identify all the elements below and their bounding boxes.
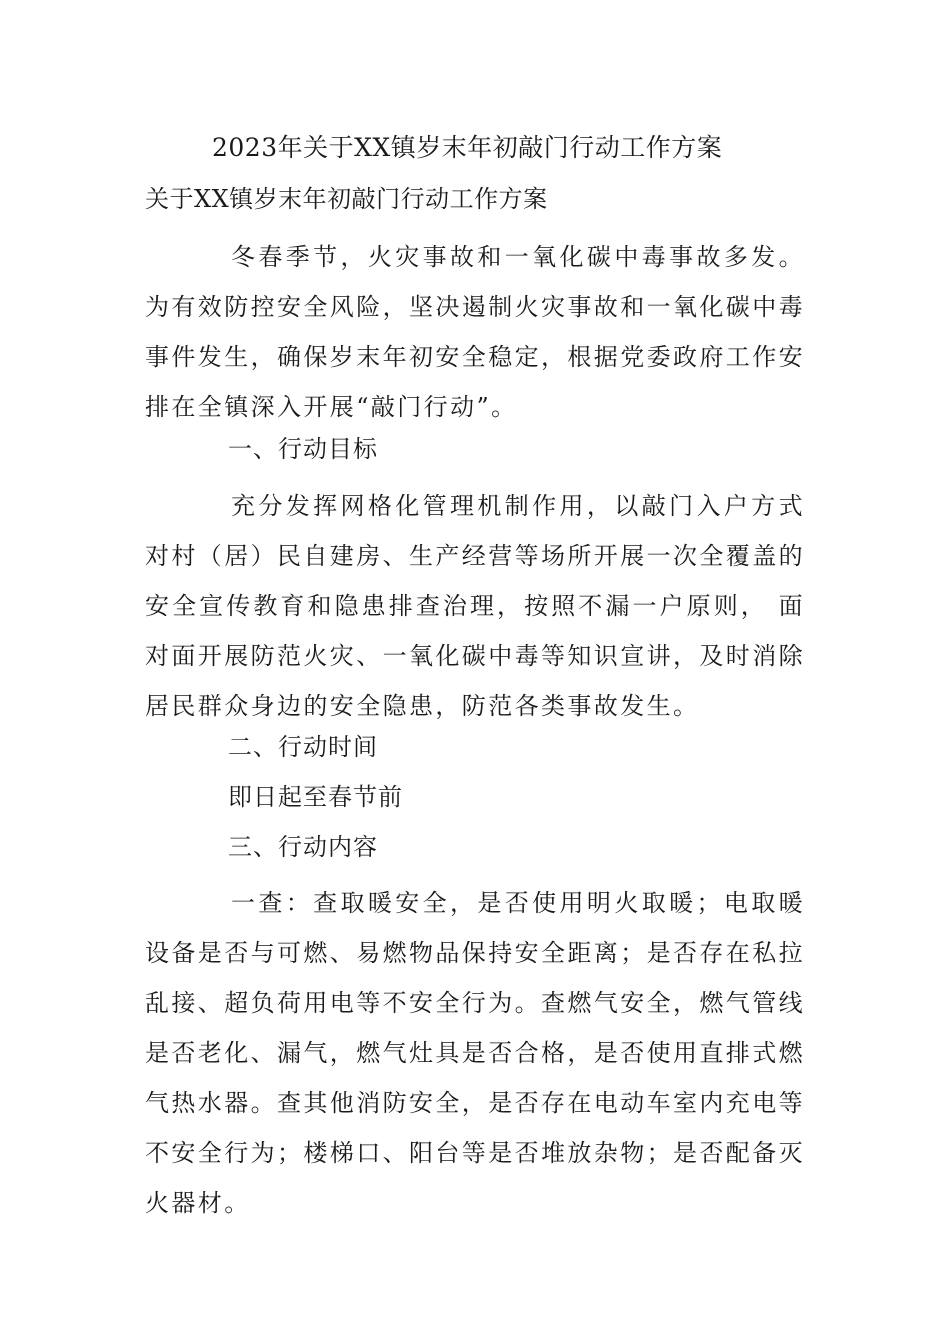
section-heading-content: 三、行动内容: [228, 833, 378, 861]
section-heading-goal: 一、行动目标: [228, 435, 378, 463]
section-heading-time: 二、行动时间: [228, 733, 378, 761]
document-title: 2023年关于XX镇岁末年初敲门行动工作方案: [212, 133, 723, 162]
intro-paragraph: 冬春季节，火灾事故和一氧化碳中毒事故多发。为有效防控安全风险，坚决遏制火灾事故和一氧化碳中毒事件发生，确保岁末年初安全稳定，根据党委政府工作安排在全镇深入开展“敲门行动”。: [145, 243, 805, 421]
section-body-time: 即日起至春节前: [228, 783, 403, 811]
document-subtitle: 关于XX镇岁末年初敲门行动工作方案: [145, 185, 548, 213]
section-body-content: 一查：查取暖安全，是否使用明火取暖；电取暖设备是否与可燃、易燃物品保持安全距离；是否存在私拉乱接、超负荷用电等不安全行为。查燃气安全，燃气管线是否老化、漏气，燃气灶具是否合格，是否使用直排式燃气热水器。查其他消防安全，是否存在电动车室内充电等不安全行为；楼梯口、阳台等是否堆放杂物；是否配备灭火器材。: [145, 889, 805, 1217]
section-body-goal: 充分发挥网格化管理机制作用，以敲门入户方式对村（居）民自建房、生产经营等场所开展一次全覆盖的安全宣传教育和隐患排查治理，按照不漏一户原则， 面对面开展防范火灾、一氧化碳中毒等知识宣讲，及时消除居民群众身边的安全隐患，防范各类事故发生。: [145, 492, 805, 720]
